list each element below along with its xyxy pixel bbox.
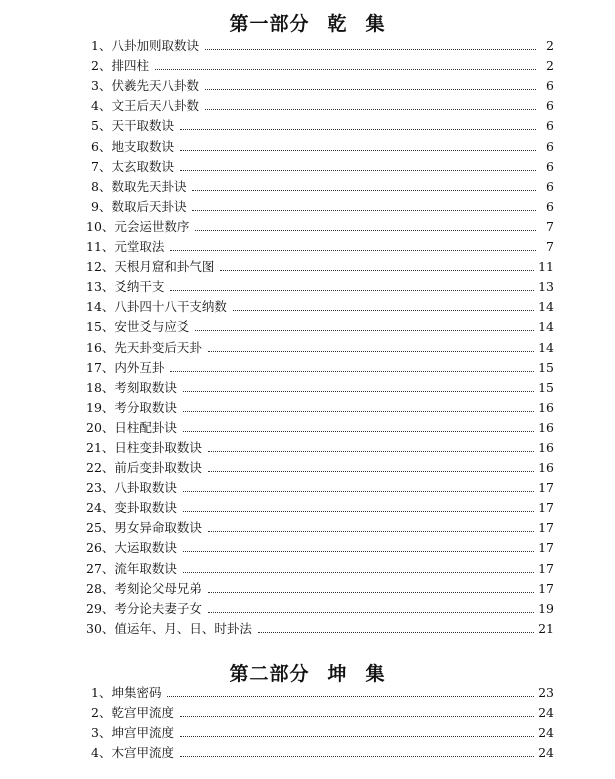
toc-entry[interactable]: [86, 535, 554, 555]
toc-entry-separator: 、: [101, 500, 115, 516]
toc-entry-number: 25: [86, 520, 102, 536]
toc-dot-leader: [183, 410, 534, 412]
toc-entry-separator: 、: [101, 379, 115, 395]
toc-entry-page: 6: [546, 98, 554, 114]
toc-entry-number: 26: [86, 540, 102, 556]
toc-entry-separator: 、: [101, 399, 115, 415]
toc-entry-page: 19: [538, 600, 554, 616]
toc-dot-leader: [183, 550, 534, 552]
toc-entry[interactable]: [86, 33, 554, 53]
toc-entry[interactable]: [86, 154, 554, 174]
toc-entry-page: 16: [538, 439, 554, 455]
toc-entry[interactable]: [86, 133, 554, 153]
toc-entry-title: 木宫甲流度: [111, 745, 174, 761]
toc-entry-separator: 、: [101, 339, 115, 355]
toc-entry[interactable]: [86, 274, 554, 294]
toc-entry[interactable]: [86, 555, 554, 575]
section-title-collection: 集: [365, 663, 386, 685]
toc-entry[interactable]: [86, 576, 554, 596]
toc-entry-separator: 、: [101, 259, 115, 275]
toc-dot-leader: [183, 490, 534, 492]
toc-entry-title: 男女异命取数诀: [114, 520, 202, 536]
toc-entry-page: 16: [538, 399, 554, 415]
toc-dot-leader: [180, 715, 534, 717]
toc-entry-separator: 、: [98, 745, 112, 761]
toc-entry-number: 16: [86, 339, 102, 355]
toc-entry-page: 6: [546, 78, 554, 94]
toc-entry-number: 3: [91, 78, 99, 94]
toc-dot-leader: [180, 128, 536, 130]
toc-entry-number: 23: [86, 480, 102, 496]
toc-entry[interactable]: [86, 214, 554, 234]
toc-entry-page: 6: [546, 178, 554, 194]
toc-entry-number: 13: [86, 279, 102, 295]
toc-entry-number: 30: [86, 620, 102, 636]
toc-entry-title: 元会运世数序: [114, 218, 190, 234]
section-title-name: 坤: [327, 663, 348, 685]
toc-entry-number: 28: [86, 580, 102, 596]
section-title-part: 第一部分: [229, 13, 310, 35]
toc-entry-title: 八卦加则取数诀: [111, 38, 199, 54]
toc-entry-page: 7: [546, 218, 554, 234]
toc-entry-page: 6: [546, 138, 554, 154]
toc-entry-title: 坤宫甲流度: [111, 725, 174, 741]
toc-entry-page: 6: [546, 198, 554, 214]
toc-entry-number: 7: [91, 158, 99, 174]
toc-entry[interactable]: [86, 375, 554, 395]
toc-dot-leader: [205, 108, 536, 110]
toc-entry-title: 先天卦变后天卦: [114, 339, 202, 355]
toc-entry-page: 2: [546, 58, 554, 74]
toc-entry[interactable]: [86, 294, 554, 314]
toc-entry[interactable]: [86, 596, 554, 616]
toc-entry-page: 24: [538, 745, 554, 761]
toc-dot-leader: [205, 48, 536, 50]
toc-entry-title: 八卦取数诀: [114, 480, 177, 496]
toc-entry[interactable]: [86, 113, 554, 133]
toc-entry-page: 17: [538, 580, 554, 596]
toc-entry[interactable]: [86, 435, 554, 455]
toc-entry-page: 15: [538, 379, 554, 395]
toc-entry-separator: 、: [98, 118, 112, 134]
toc-entry-separator: 、: [101, 218, 115, 234]
toc-entry-title: 考分论夫妻子女: [114, 600, 202, 616]
toc-entry-number: 1: [91, 685, 99, 701]
toc-entry-title: 数取先天卦诀: [111, 178, 187, 194]
toc-entry-number: 20: [86, 419, 102, 435]
section-title-collection: 集: [365, 13, 386, 35]
toc-entry-separator: 、: [101, 480, 115, 496]
toc-entry[interactable]: [86, 53, 554, 73]
toc-dot-leader: [183, 390, 534, 392]
toc-entry[interactable]: [86, 93, 554, 113]
toc-entry[interactable]: [86, 334, 554, 354]
toc-entry-page: 17: [538, 480, 554, 496]
toc-entry-title: 值运年、月、日、时卦法: [114, 620, 252, 636]
toc-dot-leader: [233, 309, 534, 311]
toc-entry[interactable]: [86, 234, 554, 254]
toc-entry-number: 14: [86, 299, 102, 315]
toc-entry[interactable]: [86, 495, 554, 515]
toc-dot-leader: [155, 68, 536, 70]
toc-entry[interactable]: [86, 616, 554, 636]
toc-entry-page: 7: [546, 239, 554, 255]
toc-entry-separator: 、: [101, 279, 115, 295]
toc-entry-page: 2: [546, 38, 554, 54]
toc-entry-title: 爻纳干支: [114, 279, 165, 295]
toc-dot-leader: [192, 189, 536, 191]
toc-entry-number: 4: [91, 98, 99, 114]
toc-entry-number: 6: [91, 138, 99, 154]
toc-entry-separator: 、: [101, 239, 115, 255]
toc-entry-number: 22: [86, 460, 102, 476]
toc-entry-separator: 、: [101, 620, 115, 636]
toc-entry-title: 太玄取数诀: [111, 158, 174, 174]
toc-entry-page: 14: [538, 319, 554, 335]
toc-entry[interactable]: [86, 515, 554, 535]
toc-entry-separator: 、: [101, 540, 115, 556]
toc-entry-title: 数取后天卦诀: [111, 198, 187, 214]
toc-dot-leader: [183, 571, 534, 573]
toc-entry-separator: 、: [98, 38, 112, 54]
toc-entry[interactable]: [86, 73, 554, 93]
toc-entry-separator: 、: [98, 705, 112, 721]
toc-entry-separator: 、: [101, 319, 115, 335]
toc-entry-number: 27: [86, 560, 102, 576]
toc-entry-page: 16: [538, 419, 554, 435]
toc-entry-title: 天根月窟和卦气图: [114, 259, 215, 275]
toc-entry-number: 9: [91, 198, 99, 214]
toc-entry-page: 17: [538, 500, 554, 516]
toc-dot-leader: [180, 149, 536, 151]
toc-entry[interactable]: [86, 355, 554, 375]
toc-entry-separator: 、: [101, 419, 115, 435]
toc-entry-page: 17: [538, 540, 554, 556]
toc-entry-title: 流年取数诀: [114, 560, 177, 576]
toc-entry-title: 坤集密码: [111, 685, 162, 701]
toc-entry-separator: 、: [98, 98, 112, 114]
toc-entry-title: 排四柱: [111, 58, 149, 74]
toc-entry-number: 3: [91, 725, 99, 741]
toc-dot-leader: [170, 249, 536, 251]
toc-entry-separator: 、: [101, 580, 115, 596]
toc-dot-leader: [205, 88, 536, 90]
toc-entry-title: 考分取数诀: [114, 399, 177, 415]
section-title-part: 第二部分: [229, 663, 310, 685]
toc-entry-separator: 、: [98, 158, 112, 174]
toc-entry-number: 2: [91, 705, 99, 721]
toc-entry-number: 1: [91, 38, 99, 54]
toc-entry-number: 19: [86, 399, 102, 415]
toc-entry-page: 23: [538, 685, 554, 701]
toc-entry-number: 12: [86, 259, 102, 275]
toc-entry-title: 文王后天八卦数: [111, 98, 199, 114]
toc-dot-leader: [170, 289, 534, 291]
toc-entry-separator: 、: [98, 725, 112, 741]
toc-dot-leader: [258, 631, 534, 633]
toc-entry-number: 18: [86, 379, 102, 395]
toc-entry-title: 日柱配卦诀: [114, 419, 177, 435]
toc-entry-separator: 、: [101, 600, 115, 616]
toc-entry-separator: 、: [101, 560, 115, 576]
toc-entry-title: 考刻取数诀: [114, 379, 177, 395]
toc-list-section-2: [86, 680, 554, 760]
toc-dot-leader: [220, 269, 534, 271]
toc-entry[interactable]: [86, 174, 554, 194]
toc-entry-separator: 、: [98, 138, 112, 154]
toc-entry[interactable]: [86, 740, 554, 760]
toc-entry-title: 内外互卦: [114, 359, 165, 375]
toc-dot-leader: [208, 530, 534, 532]
toc-entry-page: 15: [538, 359, 554, 375]
toc-entry-title: 变卦取数诀: [114, 500, 177, 516]
toc-entry-number: 5: [91, 118, 99, 134]
toc-dot-leader: [208, 350, 534, 352]
toc-dot-leader: [180, 169, 536, 171]
toc-entry-title: 天干取数诀: [111, 118, 174, 134]
toc-entry-page: 6: [546, 158, 554, 174]
toc-entry-number: 4: [91, 745, 99, 761]
toc-entry-number: 15: [86, 319, 102, 335]
toc-entry-separator: 、: [98, 198, 112, 214]
toc-entry-page: 14: [538, 339, 554, 355]
toc-entry-page: 14: [538, 299, 554, 315]
toc-entry[interactable]: [86, 455, 554, 475]
toc-entry-number: 2: [91, 58, 99, 74]
toc-list-section-1: [86, 33, 554, 636]
toc-dot-leader: [195, 229, 536, 231]
toc-entry[interactable]: [86, 194, 554, 214]
toc-dot-leader: [208, 470, 534, 472]
toc-entry-page: 17: [538, 560, 554, 576]
section-title-name: 乾: [327, 13, 348, 35]
toc-entry[interactable]: [86, 395, 554, 415]
toc-dot-leader: [208, 611, 534, 613]
toc-entry-separator: 、: [98, 178, 112, 194]
toc-entry-page: 17: [538, 520, 554, 536]
toc-dot-leader: [183, 430, 534, 432]
section-title-1: [0, 9, 615, 36]
toc-entry-page: 16: [538, 460, 554, 476]
toc-entry-separator: 、: [101, 299, 115, 315]
toc-entry-page: 13: [538, 279, 554, 295]
toc-entry-title: 大运取数诀: [114, 540, 177, 556]
toc-entry-page: 24: [538, 725, 554, 741]
toc-entry-separator: 、: [101, 520, 115, 536]
toc-dot-leader: [183, 510, 534, 512]
toc-dot-leader: [167, 695, 534, 697]
toc-dot-leader: [170, 370, 534, 372]
toc-entry-separator: 、: [98, 58, 112, 74]
toc-entry[interactable]: [86, 680, 554, 700]
toc-entry-separator: 、: [98, 78, 112, 94]
toc-entry-separator: 、: [98, 685, 112, 701]
toc-entry-number: 11: [86, 239, 102, 255]
toc-entry[interactable]: [86, 720, 554, 740]
toc-entry[interactable]: [86, 415, 554, 435]
toc-entry-title: 地支取数诀: [111, 138, 174, 154]
toc-entry-number: 17: [86, 359, 102, 375]
toc-entry-number: 24: [86, 500, 102, 516]
toc-entry-title: 考刻论父母兄弟: [114, 580, 202, 596]
toc-entry-separator: 、: [101, 359, 115, 375]
toc-dot-leader: [208, 450, 534, 452]
toc-entry-number: 29: [86, 600, 102, 616]
toc-entry-number: 10: [86, 218, 102, 234]
toc-entry-title: 元堂取法: [114, 239, 165, 255]
toc-dot-leader: [180, 755, 534, 757]
toc-entry-separator: 、: [101, 460, 115, 476]
toc-entry[interactable]: [86, 254, 554, 274]
toc-entry-number: 21: [86, 439, 102, 455]
toc-dot-leader: [192, 209, 536, 211]
toc-entry-title: 前后变卦取数诀: [114, 460, 202, 476]
toc-entry[interactable]: [86, 700, 554, 720]
toc-dot-leader: [195, 329, 534, 331]
toc-entry-title: 伏羲先天八卦数: [111, 78, 199, 94]
toc-entry-number: 8: [91, 178, 99, 194]
toc-entry-separator: 、: [101, 439, 115, 455]
toc-entry-title: 八卦四十八干支纳数: [114, 299, 227, 315]
toc-entry[interactable]: [86, 475, 554, 495]
toc-dot-leader: [208, 591, 534, 593]
toc-entry[interactable]: [86, 314, 554, 334]
toc-entry-title: 日柱变卦取数诀: [114, 439, 202, 455]
toc-entry-title: 乾宫甲流度: [111, 705, 174, 721]
toc-entry-page: 11: [538, 259, 554, 275]
toc-entry-page: 21: [538, 620, 554, 636]
toc-entry-page: 6: [546, 118, 554, 134]
toc-entry-page: 24: [538, 705, 554, 721]
toc-entry-title: 安世爻与应爻: [114, 319, 190, 335]
toc-dot-leader: [180, 735, 534, 737]
